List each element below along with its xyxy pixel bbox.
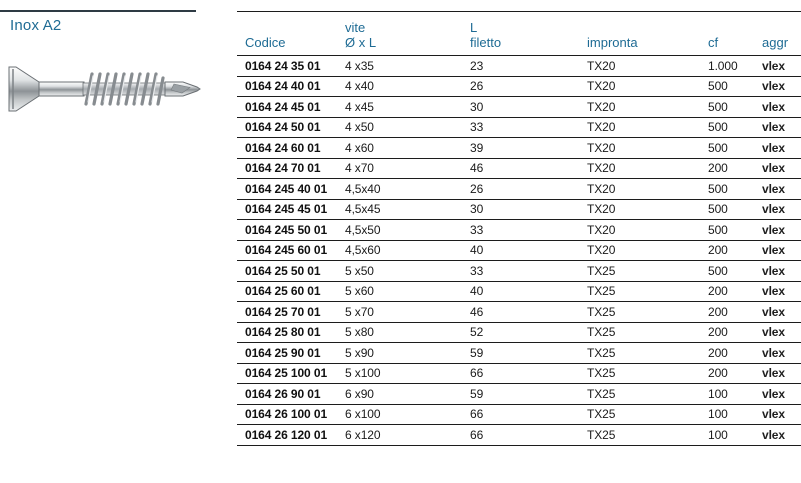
cell-vite: 4 x45 xyxy=(341,97,466,118)
cell-cf: 200 xyxy=(708,363,754,384)
cell-impronta: TX20 xyxy=(583,76,708,97)
table-row xyxy=(237,261,801,282)
cell-impronta: TX25 xyxy=(583,404,708,425)
cell-codice: 0164 26 120 01 xyxy=(237,425,341,446)
cell-impronta: TX25 xyxy=(583,322,708,343)
cell-filetto: 59 xyxy=(466,343,583,364)
cell-cf: 200 xyxy=(708,158,754,179)
table-row xyxy=(237,179,801,200)
table-row xyxy=(237,220,801,241)
table-row xyxy=(237,425,801,446)
cell-vite: 5 x70 xyxy=(341,302,466,323)
cell-aggr: vlex xyxy=(754,261,801,282)
cell-cf: 500 xyxy=(708,97,754,118)
table-header-row xyxy=(237,12,801,56)
column-header-codice-label: Codice xyxy=(245,35,286,50)
cell-impronta: TX20 xyxy=(583,240,708,261)
cell-codice: 0164 25 60 01 xyxy=(237,281,341,302)
cell-aggr: vlex xyxy=(754,138,801,159)
cell-vite: 4 x60 xyxy=(341,138,466,159)
cell-vite: 5 x50 xyxy=(341,261,466,282)
cell-aggr: vlex xyxy=(754,117,801,138)
column-header-impronta-label: impronta xyxy=(587,35,638,50)
cell-filetto: 23 xyxy=(466,56,583,77)
cell-cf: 500 xyxy=(708,261,754,282)
column-header-vite-line2: Ø x L xyxy=(345,35,377,50)
cell-cf: 500 xyxy=(708,76,754,97)
table-row xyxy=(237,363,801,384)
cell-codice: 0164 25 90 01 xyxy=(237,343,341,364)
table-row xyxy=(237,281,801,302)
table-row xyxy=(237,199,801,220)
cell-vite: 4 x40 xyxy=(341,76,466,97)
table-row xyxy=(237,302,801,323)
cell-aggr: vlex xyxy=(754,363,801,384)
table-row xyxy=(237,97,801,118)
cell-codice: 0164 26 100 01 xyxy=(237,404,341,425)
column-header-filetto-line2: filetto xyxy=(470,35,502,50)
cell-codice: 0164 24 45 01 xyxy=(237,97,341,118)
column-header-aggr-label: aggr xyxy=(762,35,789,50)
table-row xyxy=(237,240,801,261)
cell-impronta: TX25 xyxy=(583,261,708,282)
cell-vite: 4,5x45 xyxy=(341,199,466,220)
cell-cf: 200 xyxy=(708,322,754,343)
cell-cf: 500 xyxy=(708,138,754,159)
cell-filetto: 33 xyxy=(466,261,583,282)
table-row xyxy=(237,158,801,179)
cell-cf: 200 xyxy=(708,343,754,364)
cell-vite: 5 x60 xyxy=(341,281,466,302)
cell-filetto: 39 xyxy=(466,138,583,159)
cell-codice: 0164 24 70 01 xyxy=(237,158,341,179)
cell-filetto: 33 xyxy=(466,220,583,241)
cell-aggr: vlex xyxy=(754,384,801,405)
cell-vite: 4 x35 xyxy=(341,56,466,77)
cell-cf: 100 xyxy=(708,384,754,405)
cell-vite: 4 x70 xyxy=(341,158,466,179)
cell-filetto: 66 xyxy=(466,363,583,384)
cell-filetto: 40 xyxy=(466,240,583,261)
cell-aggr: vlex xyxy=(754,97,801,118)
cell-aggr: vlex xyxy=(754,158,801,179)
column-header-aggr xyxy=(754,12,801,56)
cell-impronta: TX25 xyxy=(583,343,708,364)
column-header-filetto xyxy=(466,12,583,56)
table-row xyxy=(237,56,801,77)
cell-codice: 0164 25 50 01 xyxy=(237,261,341,282)
cell-aggr: vlex xyxy=(754,220,801,241)
cell-codice: 0164 24 50 01 xyxy=(237,117,341,138)
cell-vite: 4,5x50 xyxy=(341,220,466,241)
cell-cf: 500 xyxy=(708,199,754,220)
cell-vite: 6 x90 xyxy=(341,384,466,405)
cell-impronta: TX20 xyxy=(583,179,708,200)
cell-impronta: TX20 xyxy=(583,158,708,179)
table-row xyxy=(237,117,801,138)
cell-cf: 1.000 xyxy=(708,56,754,77)
cell-vite: 6 x100 xyxy=(341,404,466,425)
cell-filetto: 40 xyxy=(466,281,583,302)
cell-aggr: vlex xyxy=(754,56,801,77)
cell-impronta: TX25 xyxy=(583,363,708,384)
cell-vite: 6 x120 xyxy=(341,425,466,446)
cell-filetto: 46 xyxy=(466,158,583,179)
cell-cf: 500 xyxy=(708,179,754,200)
cell-aggr: vlex xyxy=(754,343,801,364)
cell-cf: 200 xyxy=(708,302,754,323)
cell-aggr: vlex xyxy=(754,281,801,302)
table-body xyxy=(237,56,801,446)
cell-impronta: TX20 xyxy=(583,138,708,159)
material-label: Inox A2 xyxy=(10,17,62,34)
column-header-filetto-line1: L xyxy=(470,20,478,35)
column-header-impronta xyxy=(583,12,708,56)
cell-aggr: vlex xyxy=(754,302,801,323)
cell-codice: 0164 25 80 01 xyxy=(237,322,341,343)
table-row xyxy=(237,76,801,97)
cell-impronta: TX20 xyxy=(583,117,708,138)
cell-vite: 5 x100 xyxy=(341,363,466,384)
cell-filetto: 30 xyxy=(466,97,583,118)
cell-cf: 100 xyxy=(708,425,754,446)
cell-codice: 0164 24 40 01 xyxy=(237,76,341,97)
column-header-cf-label: cf xyxy=(708,35,719,50)
cell-codice: 0164 26 90 01 xyxy=(237,384,341,405)
cell-aggr: vlex xyxy=(754,76,801,97)
cell-vite: 5 x80 xyxy=(341,322,466,343)
table-row xyxy=(237,343,801,364)
cell-filetto: 30 xyxy=(466,199,583,220)
cell-codice: 0164 24 35 01 xyxy=(237,56,341,77)
cell-vite: 4,5x60 xyxy=(341,240,466,261)
cell-cf: 200 xyxy=(708,281,754,302)
column-header-cf xyxy=(708,12,754,56)
cell-codice: 0164 245 50 01 xyxy=(237,220,341,241)
cell-filetto: 46 xyxy=(466,302,583,323)
cell-aggr: vlex xyxy=(754,322,801,343)
cell-filetto: 26 xyxy=(466,179,583,200)
cell-impronta: TX25 xyxy=(583,281,708,302)
left-divider-rule xyxy=(0,10,196,12)
cell-aggr: vlex xyxy=(754,240,801,261)
screw-illustration xyxy=(4,60,202,118)
table-row xyxy=(237,138,801,159)
cell-impronta: TX25 xyxy=(583,302,708,323)
cell-filetto: 66 xyxy=(466,404,583,425)
cell-vite: 4 x50 xyxy=(341,117,466,138)
screw-product-image xyxy=(4,60,202,118)
cell-filetto: 52 xyxy=(466,322,583,343)
table-row xyxy=(237,322,801,343)
cell-impronta: TX20 xyxy=(583,220,708,241)
cell-filetto: 26 xyxy=(466,76,583,97)
cell-impronta: TX20 xyxy=(583,97,708,118)
product-table xyxy=(237,11,801,446)
cell-filetto: 33 xyxy=(466,117,583,138)
cell-vite: 4,5x40 xyxy=(341,179,466,200)
cell-codice: 0164 24 60 01 xyxy=(237,138,341,159)
cell-impronta: TX25 xyxy=(583,384,708,405)
column-header-codice xyxy=(237,12,341,56)
column-header-vite xyxy=(341,12,466,56)
cell-codice: 0164 245 40 01 xyxy=(237,179,341,200)
column-header-vite-line1: vite xyxy=(345,20,366,35)
cell-codice: 0164 245 60 01 xyxy=(237,240,341,261)
cell-aggr: vlex xyxy=(754,199,801,220)
cell-cf: 200 xyxy=(708,240,754,261)
cell-cf: 500 xyxy=(708,117,754,138)
cell-aggr: vlex xyxy=(754,404,801,425)
cell-cf: 100 xyxy=(708,404,754,425)
cell-aggr: vlex xyxy=(754,425,801,446)
cell-vite: 5 x90 xyxy=(341,343,466,364)
cell-impronta: TX20 xyxy=(583,56,708,77)
cell-filetto: 59 xyxy=(466,384,583,405)
cell-codice: 0164 245 45 01 xyxy=(237,199,341,220)
cell-impronta: TX25 xyxy=(583,425,708,446)
cell-impronta: TX20 xyxy=(583,199,708,220)
cell-filetto: 66 xyxy=(466,425,583,446)
cell-aggr: vlex xyxy=(754,179,801,200)
table-row xyxy=(237,404,801,425)
cell-codice: 0164 25 70 01 xyxy=(237,302,341,323)
cell-codice: 0164 25 100 01 xyxy=(237,363,341,384)
table-row xyxy=(237,384,801,405)
cell-cf: 500 xyxy=(708,220,754,241)
